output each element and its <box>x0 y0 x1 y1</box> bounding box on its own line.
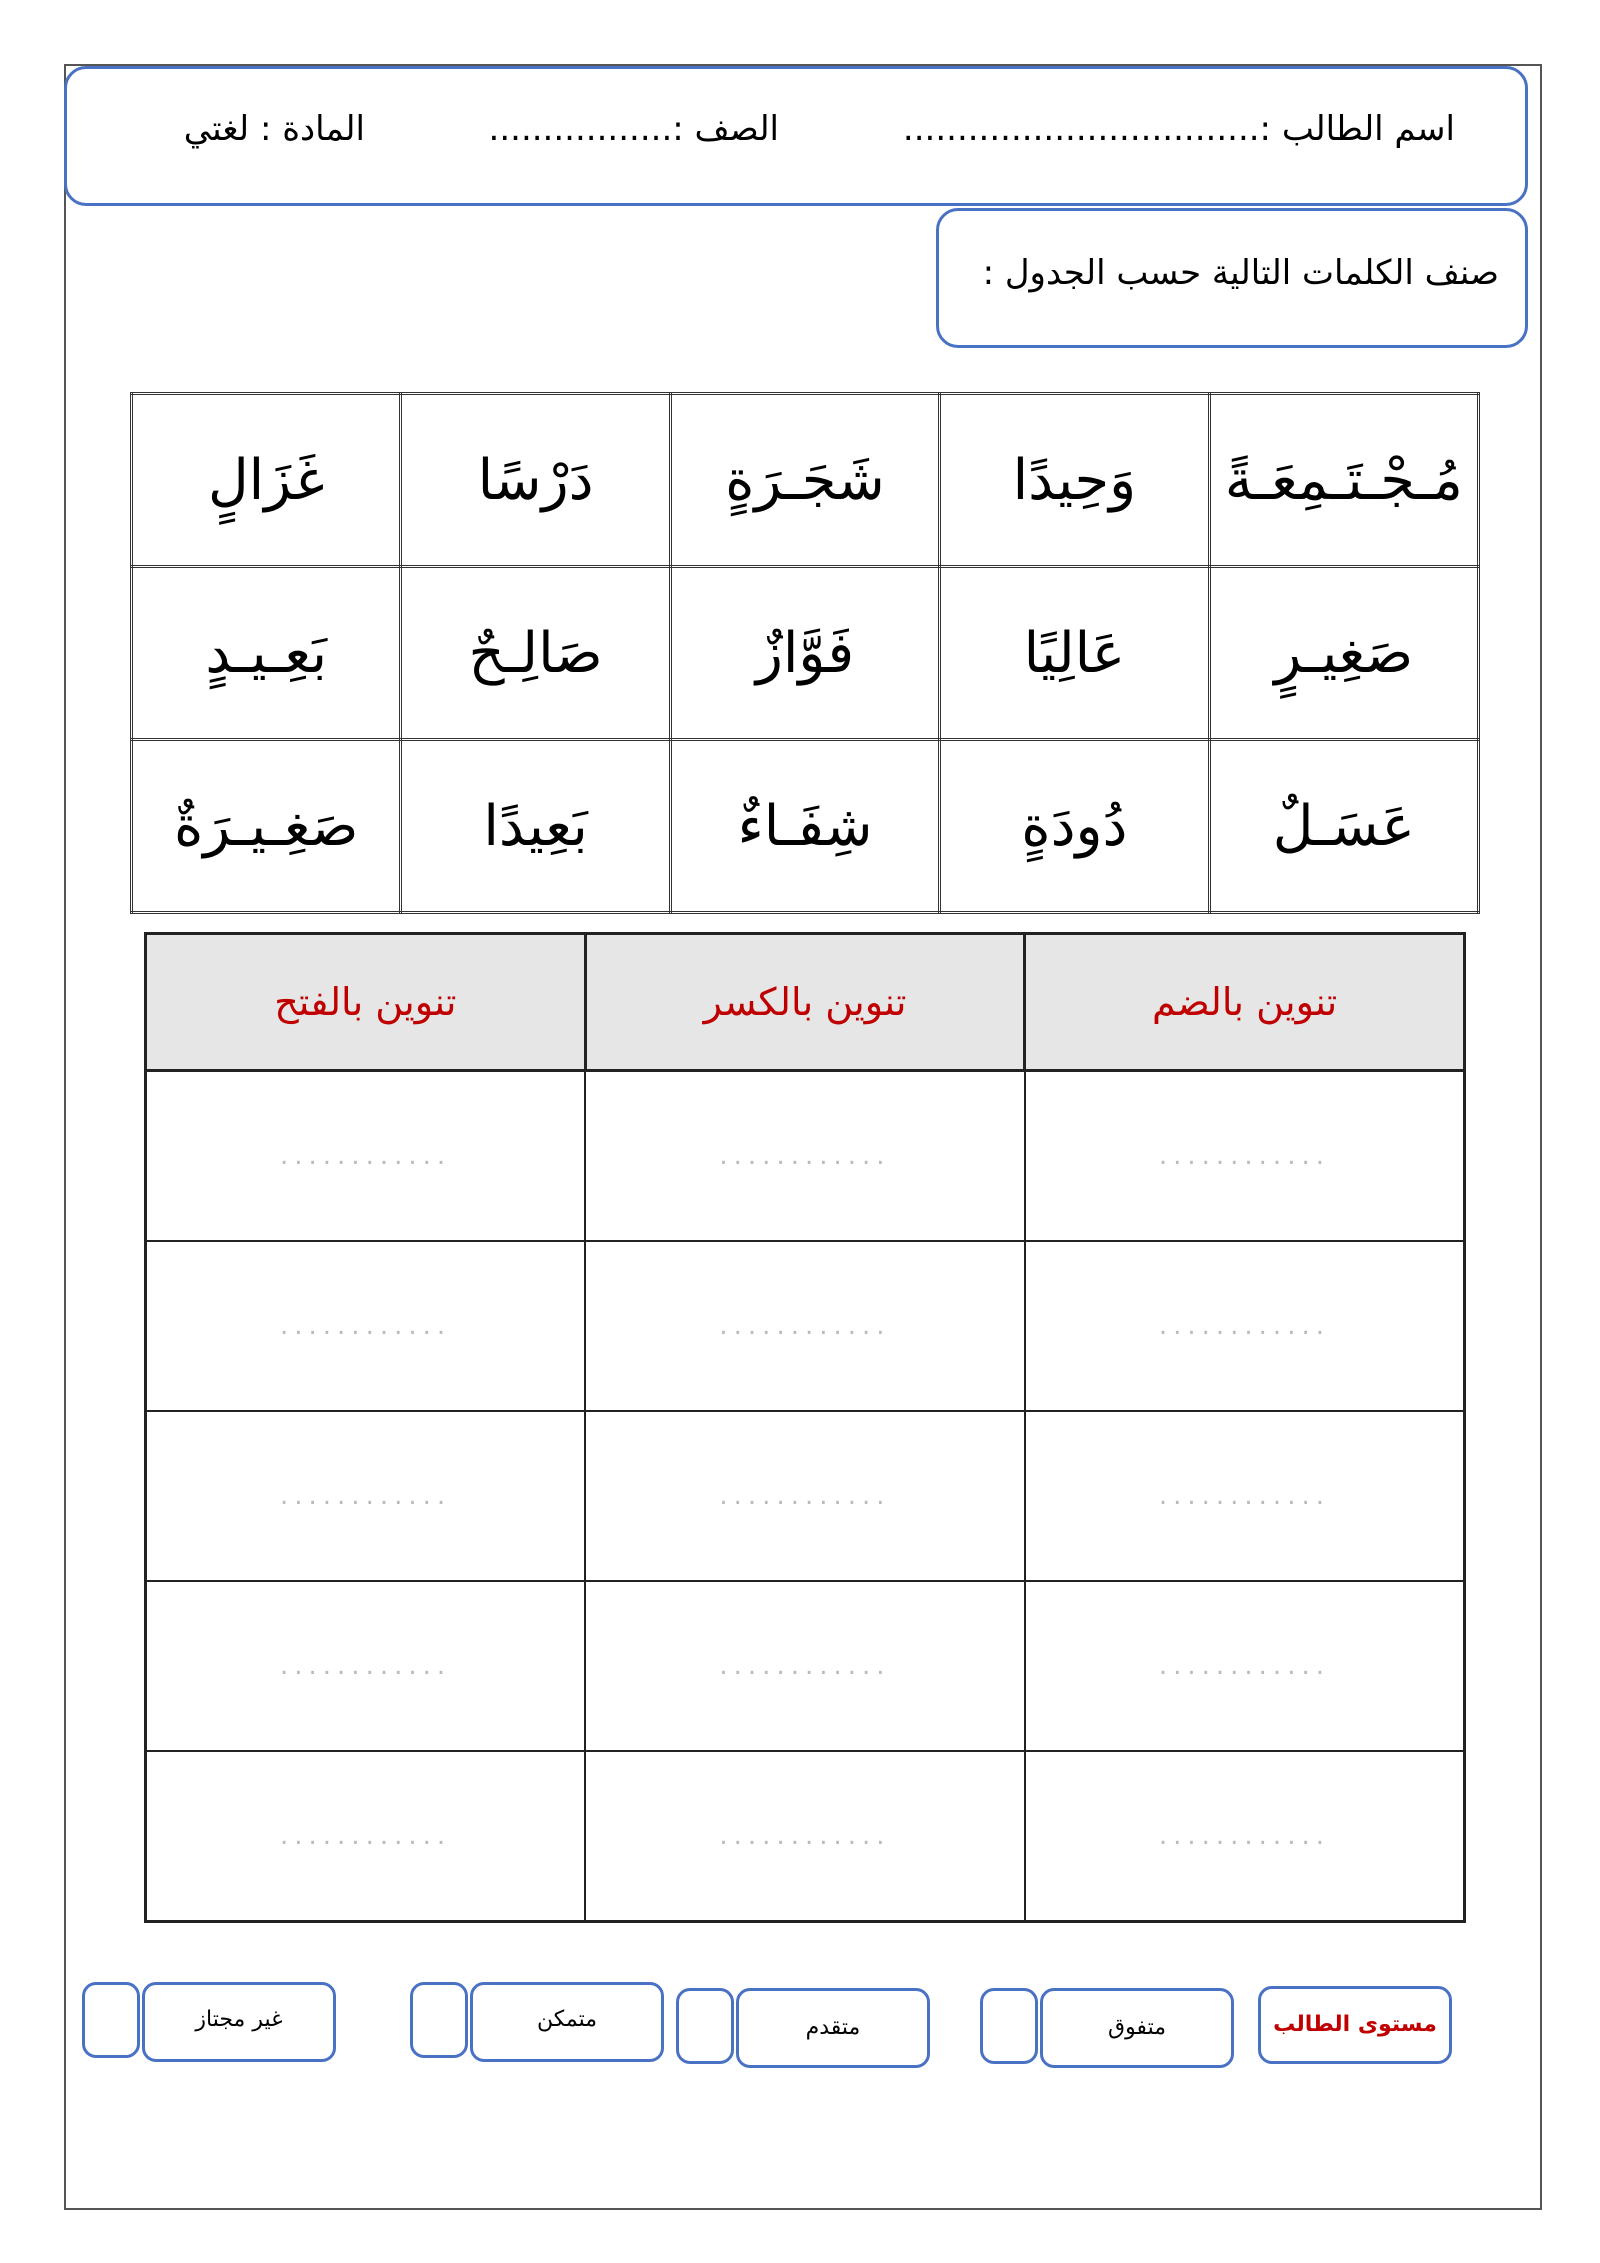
column-header-fath: تنوين بالفتح <box>146 934 586 1071</box>
answer-cell[interactable]: ............ <box>146 1071 586 1242</box>
word-row <box>132 740 1479 913</box>
level-label-advanced: متقدم <box>736 1988 930 2068</box>
answer-cell[interactable]: ............ <box>1025 1581 1465 1751</box>
answer-cell[interactable]: ............ <box>146 1241 586 1411</box>
word-cell: صَغِيـرٍ <box>1209 567 1478 740</box>
word-cell: شِفَـاءٌ <box>670 740 939 913</box>
word-bank-table <box>130 392 1480 914</box>
answer-row <box>146 1751 1465 1922</box>
answer-cell[interactable]: ............ <box>146 1581 586 1751</box>
level-label-not-passed: غير مجتاز <box>142 1982 336 2062</box>
column-header-damm: تنوين بالضم <box>1025 934 1465 1071</box>
level-label-proficient: متمكن <box>470 1982 664 2062</box>
word-cell: بَعِيدًا <box>401 740 670 913</box>
word-cell: غَزَالٍ <box>132 394 401 567</box>
answer-cell[interactable]: ............ <box>146 1751 586 1922</box>
student-name-field[interactable]: اسم الطالب :................................. <box>902 109 1455 149</box>
subject-label: المادة : لغتي <box>183 109 365 149</box>
answer-cell[interactable]: ............ <box>585 1581 1025 1751</box>
answer-cell[interactable]: ............ <box>146 1411 586 1581</box>
word-row <box>132 394 1479 567</box>
word-cell: صَغِـيـرَةٌ <box>132 740 401 913</box>
word-cell: دُودَةٍ <box>940 740 1209 913</box>
answer-row <box>146 1411 1465 1581</box>
instruction-text: صنف الكلمات التالية حسب الجدول : <box>982 253 1499 293</box>
answer-cell[interactable]: ............ <box>585 1411 1025 1581</box>
word-cell: عَسَـلٌ <box>1209 740 1478 913</box>
student-level-title: مستوى الطالب <box>1258 1986 1452 2064</box>
level-checkbox-not-passed[interactable] <box>82 1982 140 2058</box>
student-info-box <box>64 66 1528 206</box>
answer-cell[interactable]: ............ <box>1025 1411 1465 1581</box>
word-row <box>132 567 1479 740</box>
column-header-kasr: تنوين بالكسر <box>585 934 1025 1071</box>
level-label-excellent: متفوق <box>1040 1988 1234 2068</box>
answer-row <box>146 1581 1465 1751</box>
answer-cell[interactable]: ............ <box>585 1241 1025 1411</box>
level-checkbox-advanced[interactable] <box>676 1988 734 2064</box>
answer-row <box>146 1071 1465 1242</box>
answer-row <box>146 1241 1465 1411</box>
answer-cell[interactable]: ............ <box>585 1751 1025 1922</box>
answer-cell[interactable]: ............ <box>1025 1241 1465 1411</box>
answer-cell[interactable]: ............ <box>1025 1071 1465 1242</box>
word-cell: مُـجْـتَـمِعَـةً <box>1209 394 1478 567</box>
word-cell: دَرْسًا <box>401 394 670 567</box>
word-cell: فَوَّازٌ <box>670 567 939 740</box>
classification-table <box>144 932 1466 1923</box>
instruction-box <box>936 208 1528 348</box>
classification-header-row <box>146 934 1465 1071</box>
level-checkbox-excellent[interactable] <box>980 1988 1038 2064</box>
word-cell: شَجَـرَةٍ <box>670 394 939 567</box>
word-cell: عَالِيًا <box>940 567 1209 740</box>
word-cell: صَالِـحٌ <box>401 567 670 740</box>
answer-cell[interactable]: ............ <box>585 1071 1025 1242</box>
answer-cell[interactable]: ............ <box>1025 1751 1465 1922</box>
level-checkbox-proficient[interactable] <box>410 1982 468 2058</box>
word-cell: بَعِـيـدٍ <box>132 567 401 740</box>
grade-field[interactable]: الصف :................. <box>488 109 779 149</box>
word-cell: وَحِيدًا <box>940 394 1209 567</box>
